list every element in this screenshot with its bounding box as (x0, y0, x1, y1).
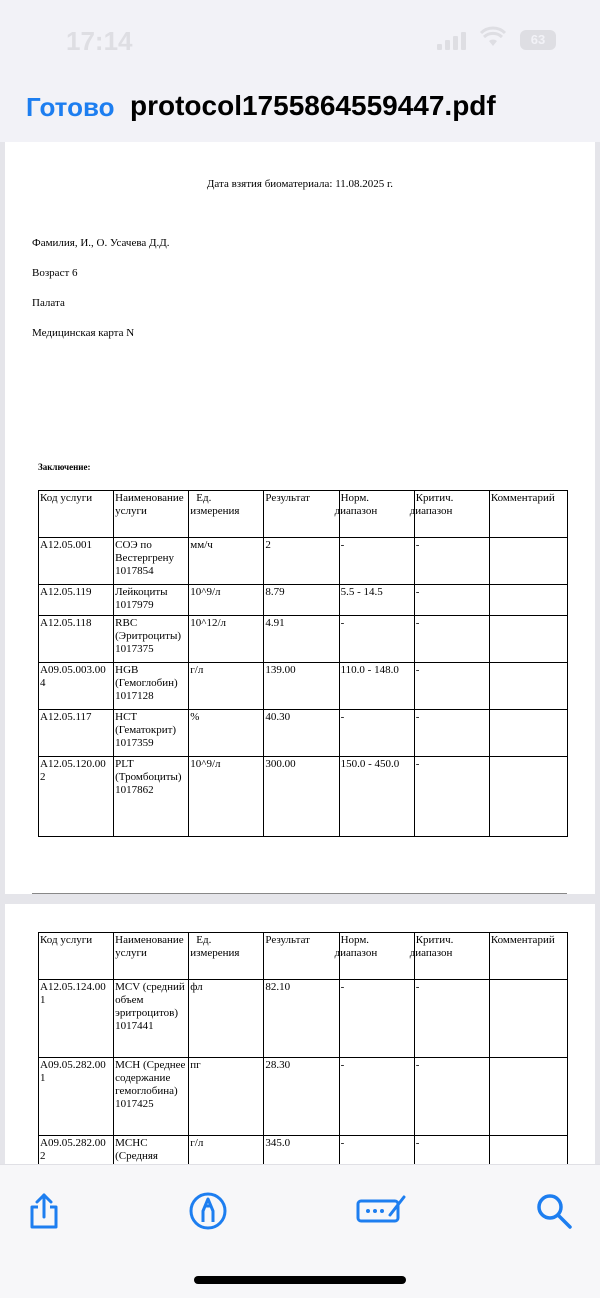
cell-code: A12.05.118 (39, 616, 114, 663)
cell-code: A09.05.282.00 1 (39, 1058, 114, 1136)
cell-result: 8.79 (264, 585, 339, 616)
name-line: (Тромбоциты) (115, 771, 182, 783)
cell-comment (489, 710, 567, 757)
cell-code: A12.05.120.00 2 (39, 757, 114, 837)
header-code: Код услуги (39, 933, 114, 980)
table-header (39, 933, 568, 980)
name-line: 1017128 (115, 690, 154, 702)
header-result: Результат (264, 933, 339, 980)
table-row (39, 538, 568, 585)
header-crit-line2: диапазон (409, 505, 453, 517)
page-divider (32, 893, 567, 894)
cell-comment (489, 757, 567, 837)
header-norm-line2: диапазон (334, 505, 378, 517)
cell-norm: 110.0 - 148.0 (339, 663, 414, 710)
header-norm-line1: Норм. (340, 934, 370, 946)
cell-code: A09.05.003.00 4 (39, 663, 114, 710)
cell-unit: 10^12/л (189, 616, 264, 663)
cell-unit: г/л (189, 1136, 264, 1196)
table-row (39, 1058, 568, 1136)
cell-unit: пг (189, 1058, 264, 1136)
name-line: Лейкоциты (115, 586, 168, 598)
header-unit (189, 491, 264, 538)
cell-crit: - (414, 663, 489, 710)
name-line: 1017854 (115, 565, 154, 577)
table-row (39, 663, 568, 710)
cell-name (114, 616, 189, 663)
cell-norm: - (339, 710, 414, 757)
cell-name (114, 710, 189, 757)
name-line: Вестергрену (115, 552, 174, 564)
cell-name (114, 663, 189, 710)
header-code: Код услуги (39, 491, 114, 538)
cell-code: A09.05.282.00 2 (39, 1136, 114, 1196)
name-line: (Гемоглобин) (115, 677, 178, 689)
cell-name (114, 585, 189, 616)
header-unit-line2: измерения (190, 505, 240, 517)
cell-comment (489, 538, 567, 585)
pdf-page-2 (5, 904, 595, 1204)
cell-comment (489, 980, 567, 1058)
done-button[interactable]: Готово (26, 92, 115, 122)
cellular-signal-icon (437, 30, 466, 50)
cell-result: 345.0 (264, 1136, 339, 1196)
patient-age: Возраст 6 (32, 267, 78, 279)
results-table-continued (38, 932, 568, 1196)
wifi-icon (480, 28, 506, 51)
header-unit-line1: Ед. (196, 492, 212, 504)
cell-unit: % (189, 710, 264, 757)
cell-norm: - (339, 538, 414, 585)
name-line: 1017359 (115, 737, 154, 749)
header-comment: Комментарий (489, 491, 567, 538)
cell-result: 82.10 (264, 980, 339, 1058)
name-line: RBC (115, 617, 138, 629)
cell-result: 40.30 (264, 710, 339, 757)
status-time: 17:14 (66, 26, 133, 56)
cell-comment (489, 1058, 567, 1136)
header-norm-line2: диапазон (334, 947, 378, 959)
cell-code: A12.05.124.00 1 (39, 980, 114, 1058)
cell-crit: - (414, 616, 489, 663)
medical-card: Медицинская карта N (32, 327, 135, 339)
cell-result: 139.00 (264, 663, 339, 710)
status-bar (0, 0, 600, 80)
cell-result: 4.91 (264, 616, 339, 663)
battery-icon: 63 (520, 30, 556, 50)
header-crit-line1: Критич. (415, 492, 454, 504)
cell-name: MCH (Среднее содержание гемоглобина) 1017425 (114, 1058, 189, 1136)
cell-code: A12.05.119 (39, 585, 114, 616)
cell-comment (489, 616, 567, 663)
cell-name: MCV (средний объем эритроцитов) 1017441 (114, 980, 189, 1058)
cell-unit: 10^9/л (189, 757, 264, 837)
sample-date: Дата взятия биоматериала: 11.08.2025 г. (206, 178, 394, 190)
cell-crit: - (414, 1058, 489, 1136)
name-line: HGB (115, 664, 139, 676)
header-norm (334, 491, 414, 538)
cell-norm: - (339, 1136, 414, 1196)
header-crit-line2: диапазон (409, 947, 453, 959)
status-icons (437, 28, 556, 51)
table-row (39, 757, 568, 837)
cell-result: 300.00 (264, 757, 339, 837)
header-name: Наименование услуги (114, 491, 189, 538)
header-comment: Комментарий (489, 933, 567, 980)
table-row (39, 980, 568, 1058)
cell-comment (489, 663, 567, 710)
header-crit (409, 933, 489, 980)
header-unit-line2: измерения (190, 947, 240, 959)
home-indicator (194, 1276, 406, 1284)
share-button[interactable] (22, 1189, 66, 1233)
header-norm-line1: Норм. (340, 492, 370, 504)
cell-norm: 5.5 - 14.5 (339, 585, 414, 616)
search-button[interactable] (532, 1189, 576, 1233)
cell-code: A12.05.001 (39, 538, 114, 585)
conclusion-label: Заключение: (38, 462, 91, 472)
cell-name: MCHC (Средняя (114, 1136, 189, 1196)
cell-norm: 150.0 - 450.0 (339, 757, 414, 837)
cell-result: 2 (264, 538, 339, 585)
header-crit-line1: Критич. (415, 934, 454, 946)
cell-name (114, 757, 189, 837)
table-row (39, 585, 568, 616)
cell-comment (489, 585, 567, 616)
pdf-viewer[interactable] (0, 142, 600, 1164)
cell-norm: - (339, 980, 414, 1058)
cell-code: A12.05.117 (39, 710, 114, 757)
cell-unit: г/л (189, 663, 264, 710)
markup-button[interactable] (186, 1189, 230, 1233)
table-row (39, 710, 568, 757)
cell-name (114, 538, 189, 585)
header-crit (409, 491, 489, 538)
cell-norm: - (339, 616, 414, 663)
table-header (39, 491, 568, 538)
results-table (38, 490, 568, 837)
ward: Палата (32, 297, 65, 309)
patient-name: Фамилия, И., О. Усачева Д.Д. (32, 237, 170, 249)
cell-crit: - (414, 980, 489, 1058)
name-line: 1017375 (115, 643, 154, 655)
name-line: PLT (115, 758, 134, 770)
nav-bar (0, 84, 600, 140)
header-unit (189, 933, 264, 980)
cell-unit: мм/ч (189, 538, 264, 585)
name-line: СОЭ по (115, 539, 152, 551)
name-line: (Эритроциты) (115, 630, 182, 642)
cell-crit: - (414, 538, 489, 585)
name-line: 1017979 (115, 599, 154, 611)
document-title: protocol1755864559447.pdf (130, 90, 496, 121)
pdf-page-1 (5, 142, 595, 894)
header-result: Результат (264, 491, 339, 538)
name-line: 1017862 (115, 784, 154, 796)
table-row (39, 616, 568, 663)
cell-unit: 10^9/л (189, 585, 264, 616)
cell-crit: - (414, 710, 489, 757)
search-icon (532, 1189, 576, 1233)
share-icon (22, 1189, 66, 1233)
cell-unit: фл (189, 980, 264, 1058)
cell-norm: - (339, 1058, 414, 1136)
header-unit-line1: Ед. (196, 934, 212, 946)
signature-button[interactable] (356, 1189, 408, 1233)
name-line: HCT (115, 711, 138, 723)
signature-icon (356, 1189, 408, 1233)
markup-icon (186, 1189, 230, 1233)
cell-crit: - (414, 757, 489, 837)
cell-crit: - (414, 585, 489, 616)
cell-crit: - (414, 1136, 489, 1196)
cell-result: 28.30 (264, 1058, 339, 1136)
name-line: (Гематокрит) (115, 724, 177, 736)
header-name: Наименование услуги (114, 933, 189, 980)
header-norm (334, 933, 414, 980)
